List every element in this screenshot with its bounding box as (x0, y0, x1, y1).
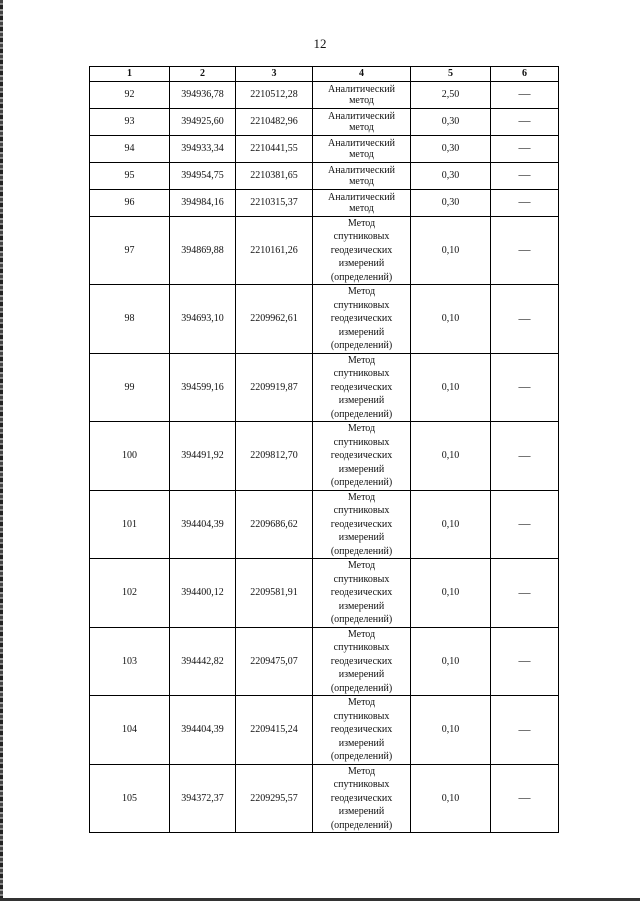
table-row (90, 285, 559, 354)
coord-x: 394442,82 (170, 627, 236, 696)
table-row (90, 216, 559, 285)
accuracy-cell: 0,10 (411, 490, 491, 559)
point-number: 96 (90, 189, 170, 216)
note-cell (491, 490, 559, 559)
point-number: 93 (90, 108, 170, 135)
dash-mark: — (518, 721, 531, 736)
method-cell: Метод спутниковых геодезических измерений (определений) (313, 764, 411, 833)
table-row (90, 422, 559, 491)
point-number: 98 (90, 285, 170, 354)
method-cell: Метод спутниковых геодезических измерений (определений) (313, 216, 411, 285)
table-row (90, 627, 559, 696)
method-cell: Метод спутниковых геодезических измерений (определений) (313, 422, 411, 491)
table-row (90, 162, 559, 189)
table-row (90, 108, 559, 135)
coord-y: 2210381,65 (236, 162, 313, 189)
dash-mark: — (518, 242, 531, 256)
point-number: 102 (90, 559, 170, 628)
method-cell: Аналитический метод (313, 135, 411, 162)
point-number: 99 (90, 353, 170, 422)
column-header-2: 2 (170, 67, 236, 82)
note-cell (491, 627, 559, 696)
point-number: 100 (90, 422, 170, 491)
note-cell (491, 559, 559, 628)
column-header-4: 4 (313, 67, 411, 82)
accuracy-cell: 2,50 (411, 81, 491, 108)
note-cell (491, 189, 559, 216)
accuracy-cell: 0,30 (411, 162, 491, 189)
table-row (90, 189, 559, 216)
column-header-6: 6 (491, 67, 559, 82)
column-header-1: 1 (90, 67, 170, 82)
coordinates-table (89, 66, 559, 833)
note-cell (491, 285, 559, 354)
note-cell (491, 353, 559, 422)
accuracy-cell: 0,30 (411, 135, 491, 162)
method-cell: Метод спутниковых геодезических измерений (определений) (313, 353, 411, 422)
method-cell: Метод спутниковых геодезических измерений (определений) (313, 696, 411, 765)
coord-y: 2209812,70 (236, 422, 313, 491)
coord-y: 2210161,26 (236, 216, 313, 285)
dash-mark: — (518, 86, 531, 101)
coord-y: 2209919,87 (236, 353, 313, 422)
method-cell: Аналитический метод (313, 189, 411, 216)
point-number: 105 (90, 764, 170, 833)
coord-y: 2210441,55 (236, 135, 313, 162)
coord-y: 2209581,91 (236, 559, 313, 628)
point-number: 103 (90, 627, 170, 696)
dash-mark: — (518, 379, 531, 393)
dash-mark: — (518, 447, 531, 462)
coord-x: 394599,16 (170, 353, 236, 422)
note-cell (491, 108, 559, 135)
dash-mark: — (518, 310, 531, 325)
note-cell (491, 81, 559, 108)
scan-edge-left (0, 0, 3, 901)
table-row (90, 490, 559, 559)
method-cell: Метод спутниковых геодезических измерений (определений) (313, 285, 411, 354)
point-number: 101 (90, 490, 170, 559)
method-cell: Аналитический метод (313, 108, 411, 135)
coord-x: 394936,78 (170, 81, 236, 108)
coord-y: 2209415,24 (236, 696, 313, 765)
coord-x: 394372,37 (170, 764, 236, 833)
table-row (90, 559, 559, 628)
point-number: 104 (90, 696, 170, 765)
dash-mark: — (518, 790, 531, 804)
accuracy-cell: 0,10 (411, 559, 491, 628)
coord-x: 394404,39 (170, 490, 236, 559)
table-row (90, 764, 559, 833)
coord-y: 2209295,57 (236, 764, 313, 833)
coord-x: 394693,10 (170, 285, 236, 354)
point-number: 97 (90, 216, 170, 285)
dash-mark: — (518, 584, 531, 599)
coord-x: 394404,39 (170, 696, 236, 765)
coord-x: 394933,34 (170, 135, 236, 162)
coord-y: 2210482,96 (236, 108, 313, 135)
coord-x: 394400,12 (170, 559, 236, 628)
dash-mark: — (518, 140, 531, 155)
coord-x: 394984,16 (170, 189, 236, 216)
coord-x: 394925,60 (170, 108, 236, 135)
method-cell: Метод спутниковых геодезических измерений (определений) (313, 627, 411, 696)
table-row (90, 135, 559, 162)
table-row (90, 353, 559, 422)
column-header-5: 5 (411, 67, 491, 82)
coord-y: 2210512,28 (236, 81, 313, 108)
accuracy-cell: 0,10 (411, 696, 491, 765)
point-number: 94 (90, 135, 170, 162)
accuracy-cell: 0,10 (411, 285, 491, 354)
accuracy-cell: 0,10 (411, 627, 491, 696)
coord-y: 2210315,37 (236, 189, 313, 216)
table-row (90, 696, 559, 765)
page-number: 12 (313, 36, 327, 51)
method-cell: Аналитический метод (313, 81, 411, 108)
coord-y: 2209686,62 (236, 490, 313, 559)
coord-x: 394954,75 (170, 162, 236, 189)
accuracy-cell: 0,30 (411, 189, 491, 216)
column-header-3: 3 (236, 67, 313, 82)
coord-y: 2209475,07 (236, 627, 313, 696)
accuracy-cell: 0,10 (411, 216, 491, 285)
note-cell (491, 696, 559, 765)
method-cell: Метод спутниковых геодезических измерений (определений) (313, 490, 411, 559)
accuracy-cell: 0,10 (411, 353, 491, 422)
note-cell (491, 764, 559, 833)
coord-y: 2209962,61 (236, 285, 313, 354)
table-row (90, 81, 559, 108)
accuracy-cell: 0,10 (411, 422, 491, 491)
dash-mark: — (518, 167, 531, 182)
accuracy-cell: 0,10 (411, 764, 491, 833)
note-cell (491, 135, 559, 162)
method-cell: Аналитический метод (313, 162, 411, 189)
dash-mark: — (518, 516, 531, 530)
coord-x: 394869,88 (170, 216, 236, 285)
dash-mark: — (518, 194, 531, 209)
note-cell (491, 422, 559, 491)
note-cell (491, 162, 559, 189)
note-cell (491, 216, 559, 285)
accuracy-cell: 0,30 (411, 108, 491, 135)
coord-x: 394491,92 (170, 422, 236, 491)
table-header-row (90, 67, 559, 82)
point-number: 92 (90, 81, 170, 108)
point-number: 95 (90, 162, 170, 189)
dash-mark: — (518, 113, 531, 128)
dash-mark: — (518, 653, 531, 667)
method-cell: Метод спутниковых геодезических измерений (определений) (313, 559, 411, 628)
